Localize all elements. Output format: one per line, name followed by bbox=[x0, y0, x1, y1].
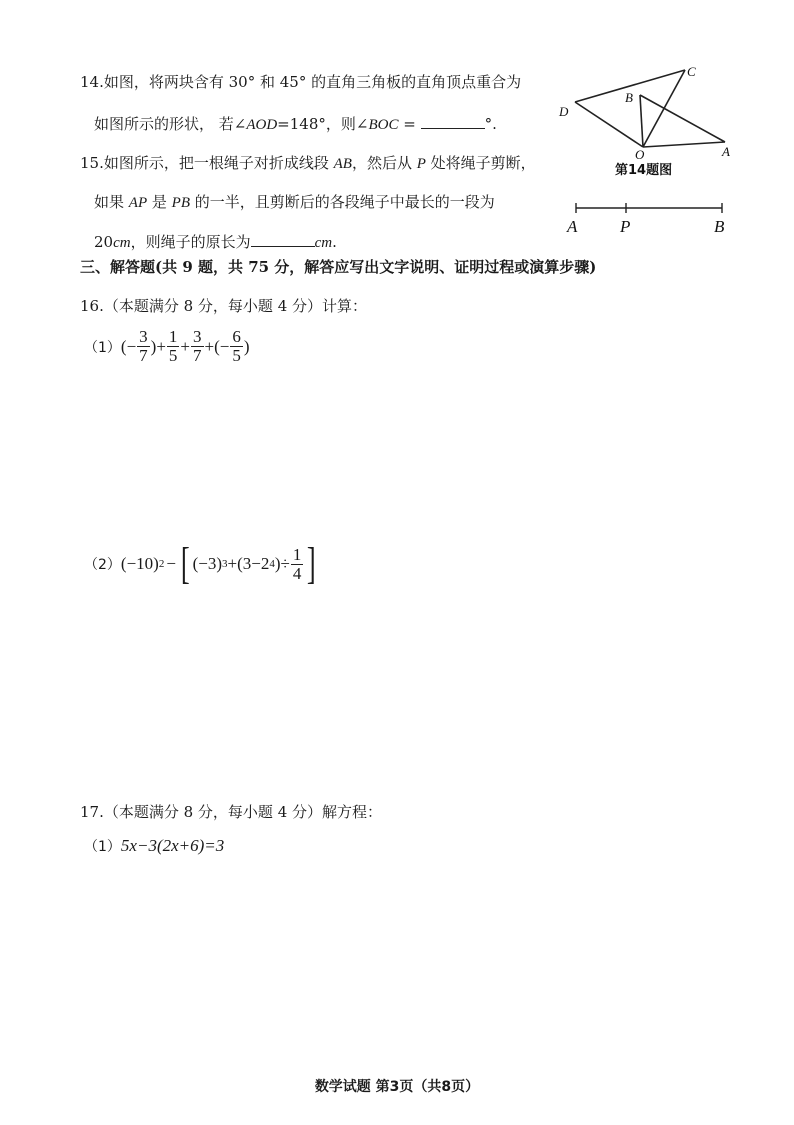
q15-label-a: A bbox=[567, 217, 578, 236]
q14-label-a: A bbox=[722, 144, 730, 159]
q17-part1 bbox=[84, 836, 224, 856]
q14-label-d: D bbox=[559, 104, 569, 119]
q15-unit-cm-2: cm bbox=[314, 235, 333, 251]
q15-segment-pb: PB bbox=[171, 195, 190, 211]
q15-unit-cm-1: cm bbox=[113, 235, 131, 251]
q16-p1-op2: + bbox=[180, 336, 191, 356]
q15-line1 bbox=[80, 153, 536, 174]
q16-part1 bbox=[84, 328, 250, 365]
q14-line-ba bbox=[640, 95, 725, 142]
q16-p2-frac: $\frac{1}{4}$ bbox=[292, 544, 302, 583]
q14-text-a: 如图所示的形状， 若∠ bbox=[94, 115, 247, 133]
q15-point-p: P bbox=[416, 156, 426, 172]
q15-text-1c: 处将绳子剪断， bbox=[425, 154, 536, 172]
q14-figure bbox=[555, 62, 740, 182]
q14-angle-boc: BOC bbox=[368, 117, 399, 133]
q15-answer-blank[interactable] bbox=[251, 230, 315, 247]
q15-text-3c: . bbox=[332, 233, 337, 251]
q16-p2-b: (−3) bbox=[192, 554, 223, 573]
q14-line-oa bbox=[643, 142, 725, 147]
q17-heading: 17.（本题满分 8 分，每小题 4 分）解方程： bbox=[80, 803, 383, 821]
q15-text-3b: ，则绳子的原长为 bbox=[130, 233, 251, 251]
q15-text-1a: 15.如图所示，把一根绳子对折成线段 bbox=[80, 154, 334, 172]
q14-text-c: = bbox=[398, 115, 421, 133]
q16-p1-frac2: $\frac{1}{5}$ bbox=[168, 327, 178, 365]
q14-answer-blank[interactable] bbox=[421, 112, 485, 129]
q16-p1-frac3: $\frac{3}{7}$ bbox=[193, 327, 202, 365]
q14-line2 bbox=[94, 112, 497, 135]
q16-p1-op3: + bbox=[204, 336, 215, 356]
q15-text-2b: 是 bbox=[147, 193, 172, 211]
q16-p2-a-exp: 2 bbox=[158, 558, 165, 570]
q16-heading: 16.（本题满分 8 分，每小题 4 分）计算： bbox=[80, 297, 368, 315]
q14-text-d: °. bbox=[484, 115, 497, 133]
q16-p1-label: （1） bbox=[84, 339, 121, 356]
q16-p2-plus: +(3−2 bbox=[227, 554, 270, 573]
q14-label-o: O bbox=[635, 147, 645, 162]
q14-label-c: C bbox=[687, 64, 696, 79]
q16-p1-close4: ) bbox=[243, 336, 250, 356]
q15-line2 bbox=[94, 192, 495, 213]
q15-line3 bbox=[94, 230, 337, 253]
q16-p1-frac4: $\frac{6}{5}$ bbox=[232, 327, 241, 365]
q16-p1-close1: )+ bbox=[150, 336, 166, 356]
q14-label-b: B bbox=[625, 90, 633, 105]
q14-line-bo bbox=[640, 95, 643, 147]
q14-line1: 14.如图，将两块含有 30° 和 45° 的直角三角板的直角顶点重合为 bbox=[80, 73, 522, 91]
q15-text-2c: 的一半，且剪断后的各段绳子中最长的一段为 bbox=[189, 193, 495, 211]
q17-p1-label: （1） bbox=[84, 839, 121, 855]
q16-p2-div: )÷ bbox=[274, 554, 290, 573]
page-footer: 数学试题 第3页（共8页） bbox=[314, 1079, 480, 1095]
q15-segment-ab: AB bbox=[333, 156, 352, 172]
q16-part2 bbox=[84, 539, 319, 588]
q15-label-p: P bbox=[620, 217, 631, 236]
q15-label-b: B bbox=[714, 217, 725, 236]
q16-p2-right-bracket: ] bbox=[307, 539, 317, 588]
q16-p2-minus: − bbox=[166, 554, 176, 573]
section-heading-text: 三、解答题(共 9 题，共 75 分，解答应写出文字说明、证明过程或演算步骤) bbox=[80, 258, 597, 276]
q14-line-do bbox=[575, 102, 643, 147]
q15-text-3a: 20 bbox=[94, 233, 114, 251]
q16-p2-left-bracket: [ bbox=[180, 539, 190, 588]
q15-text-1b: ，然后从 bbox=[351, 154, 417, 172]
q14-figure-caption: 第14题图 bbox=[615, 163, 673, 178]
section-heading bbox=[80, 257, 596, 277]
q16-p1-open1: (− bbox=[120, 336, 137, 356]
q16-p1-frac1: $\frac{3}{7}$ bbox=[139, 327, 148, 365]
q16-p2-c-exp: 4 bbox=[269, 558, 275, 570]
q17-p1-equation: 5x−3(2x+6)=3 bbox=[120, 836, 225, 855]
q14-text-b: =148°，则∠ bbox=[277, 115, 369, 133]
q16-p2-label: （2） bbox=[84, 557, 121, 573]
q15-segment-ap: AP bbox=[128, 195, 148, 211]
q16-p1-open4: (− bbox=[214, 336, 230, 356]
q16-p2-b-exp: 3 bbox=[222, 558, 228, 570]
q14-angle-aod: AOD bbox=[246, 117, 278, 133]
q15-segment-figure bbox=[560, 198, 740, 240]
q15-text-2a: 如果 bbox=[94, 193, 129, 211]
q16-p2-a: (−10) bbox=[120, 554, 159, 573]
